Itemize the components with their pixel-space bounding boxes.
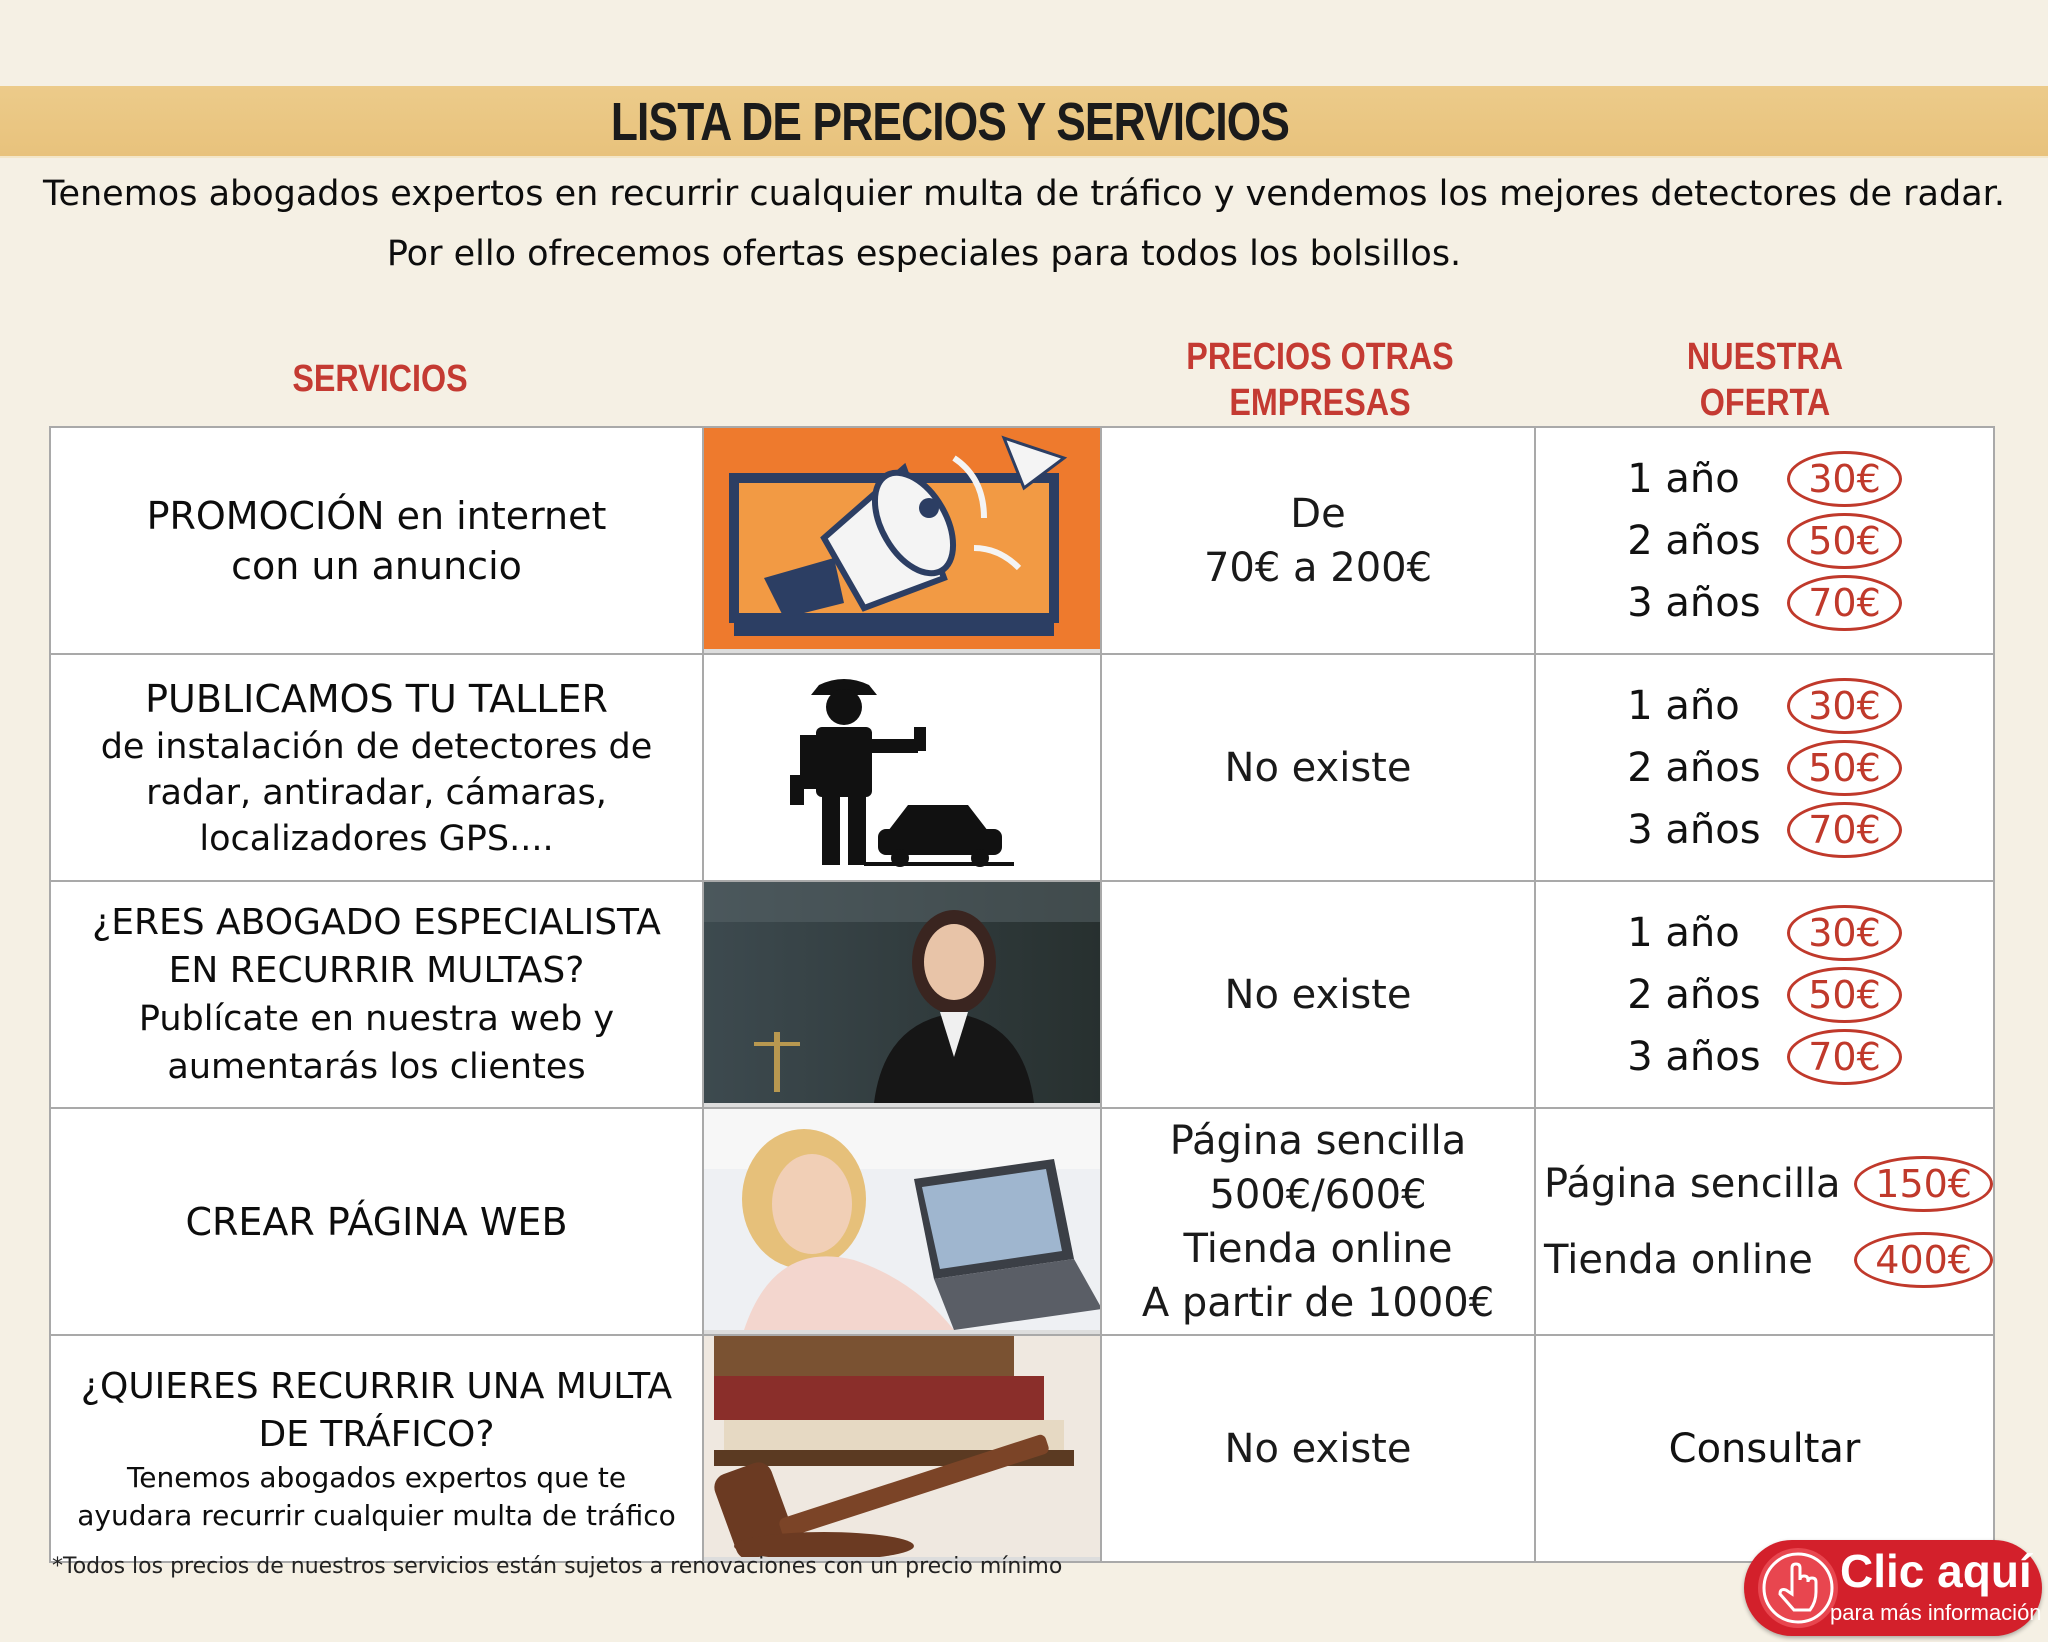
service-cell [50, 427, 703, 654]
service-title: PUBLICAMOS TU TALLER [145, 676, 608, 721]
click-here-button[interactable] [1744, 1540, 2042, 1636]
service-subtitle: Publícate en nuestra web y aumentarás los clientes [138, 998, 615, 1087]
column-header-ours [1642, 334, 1889, 426]
service-title: ¿ERES ABOGADO ESPECIALISTA EN RECURRIR MULTAS? [92, 901, 661, 991]
other-price-line: Página sencilla [1169, 1117, 1467, 1164]
offer-row: 1 año 30€ [1627, 448, 1902, 510]
offer-cell-consult: Consultar [1535, 1335, 1994, 1562]
price-badge: 400€ [1854, 1232, 1993, 1288]
service-title: ¿QUIERES RECURRIR UNA MULTA DE TRÁFICO? [80, 1365, 673, 1455]
price-badge: 30€ [1787, 905, 1902, 961]
offer-row: 3 años 70€ [1627, 1026, 1902, 1088]
intro-line-1: Tenemos abogados expertos en recurrir cualquier multa de tráfico y vendemos los mejores detectores de radar. [43, 174, 2005, 214]
price-badge: 70€ [1787, 575, 1902, 631]
service-title: CREAR PÁGINA WEB [185, 1199, 568, 1244]
column-header-others-line1: PRECIOS OTRAS [1186, 336, 1454, 378]
lawyer-photo [703, 881, 1101, 1108]
service-cell [50, 1335, 703, 1562]
table-row [50, 881, 1994, 1108]
price-badge: 70€ [1787, 802, 1902, 858]
gavel-books-photo [703, 1335, 1101, 1562]
other-price-cell [1101, 1108, 1535, 1335]
offer-row: 3 años 70€ [1627, 572, 1902, 634]
footnote: *Todos los precios de nuestros servicios están sujetos a renovaciones con un precio mínimo [52, 1554, 1063, 1579]
offer-row: 2 años 50€ [1627, 510, 1902, 572]
table-row [50, 427, 1994, 654]
service-title: PROMOCIÓN en internet [146, 493, 607, 538]
offer-cell [1535, 654, 1994, 881]
offer-row: 3 años 70€ [1627, 799, 1902, 861]
other-price-line: Tienda online [1183, 1225, 1453, 1272]
service-cell [50, 1108, 703, 1335]
mechanic-car-icon [703, 654, 1101, 881]
laptop-woman-photo [703, 1108, 1101, 1335]
intro-line-2: Por ello ofrecemos ofertas especiales para todos los bolsillos. [386, 234, 1462, 274]
other-price-cell: No existe [1101, 881, 1535, 1108]
price-badge: 50€ [1787, 740, 1902, 796]
other-price-line1: De [1290, 490, 1346, 537]
offer-row: 1 año 30€ [1627, 902, 1902, 964]
offer-row: 2 años 50€ [1627, 737, 1902, 799]
other-price-cell: No existe [1101, 654, 1535, 881]
other-price-line2: 70€ a 200€ [1203, 544, 1433, 591]
service-cell [50, 654, 703, 881]
column-header-others [1176, 334, 1465, 426]
megaphone-icon [703, 427, 1101, 654]
service-subtitle: con un anuncio [231, 543, 522, 588]
hand-pointer-icon [1758, 1548, 1838, 1628]
table-row [50, 1108, 1994, 1335]
service-cell [50, 881, 703, 1108]
other-price-cell [1101, 427, 1535, 654]
cta-sub-label: para más información [1830, 1600, 2042, 1625]
price-badge: 50€ [1787, 967, 1902, 1023]
price-badge: 70€ [1787, 1029, 1902, 1085]
page-title: LISTA DE PRECIOS Y SERVICIOS [610, 92, 1290, 152]
service-subtitle: Tenemos abogados expertos que te ayudara recurrir cualquier multa de tráfico [77, 1460, 676, 1532]
price-table [49, 426, 1995, 1563]
offer-cell [1535, 1108, 1994, 1335]
other-price-line: 500€/600€ [1209, 1171, 1427, 1218]
price-badge: 30€ [1787, 678, 1902, 734]
cta-main-label: Clic aquí [1840, 1545, 2032, 1597]
price-badge: 50€ [1787, 513, 1902, 569]
other-price-cell: No existe [1101, 1335, 1535, 1562]
offer-cell [1535, 881, 1994, 1108]
price-badge: 30€ [1787, 451, 1902, 507]
web-offer-row: Página sencilla 150€ [1544, 1146, 1993, 1222]
service-subtitle: de instalación de detectores de radar, antiradar, cámaras, localizadores GPS.... [100, 726, 653, 859]
table-row [50, 654, 1994, 881]
other-price-line: A partir de 1000€ [1141, 1279, 1495, 1326]
column-header-ours-line2: OFERTA [1699, 382, 1831, 424]
web-offer-row: Tienda online 400€ [1544, 1222, 1993, 1298]
column-header-ours-line1: NUESTRA [1686, 336, 1844, 378]
offer-cell [1535, 427, 1994, 654]
price-badge: 150€ [1854, 1156, 1993, 1212]
column-header-others-line2: EMPRESAS [1229, 382, 1411, 424]
offer-row: 1 año 30€ [1627, 675, 1902, 737]
table-row [50, 1335, 1994, 1562]
offer-row: 2 años 50€ [1627, 964, 1902, 1026]
column-header-services: SERVICIOS [292, 358, 468, 400]
